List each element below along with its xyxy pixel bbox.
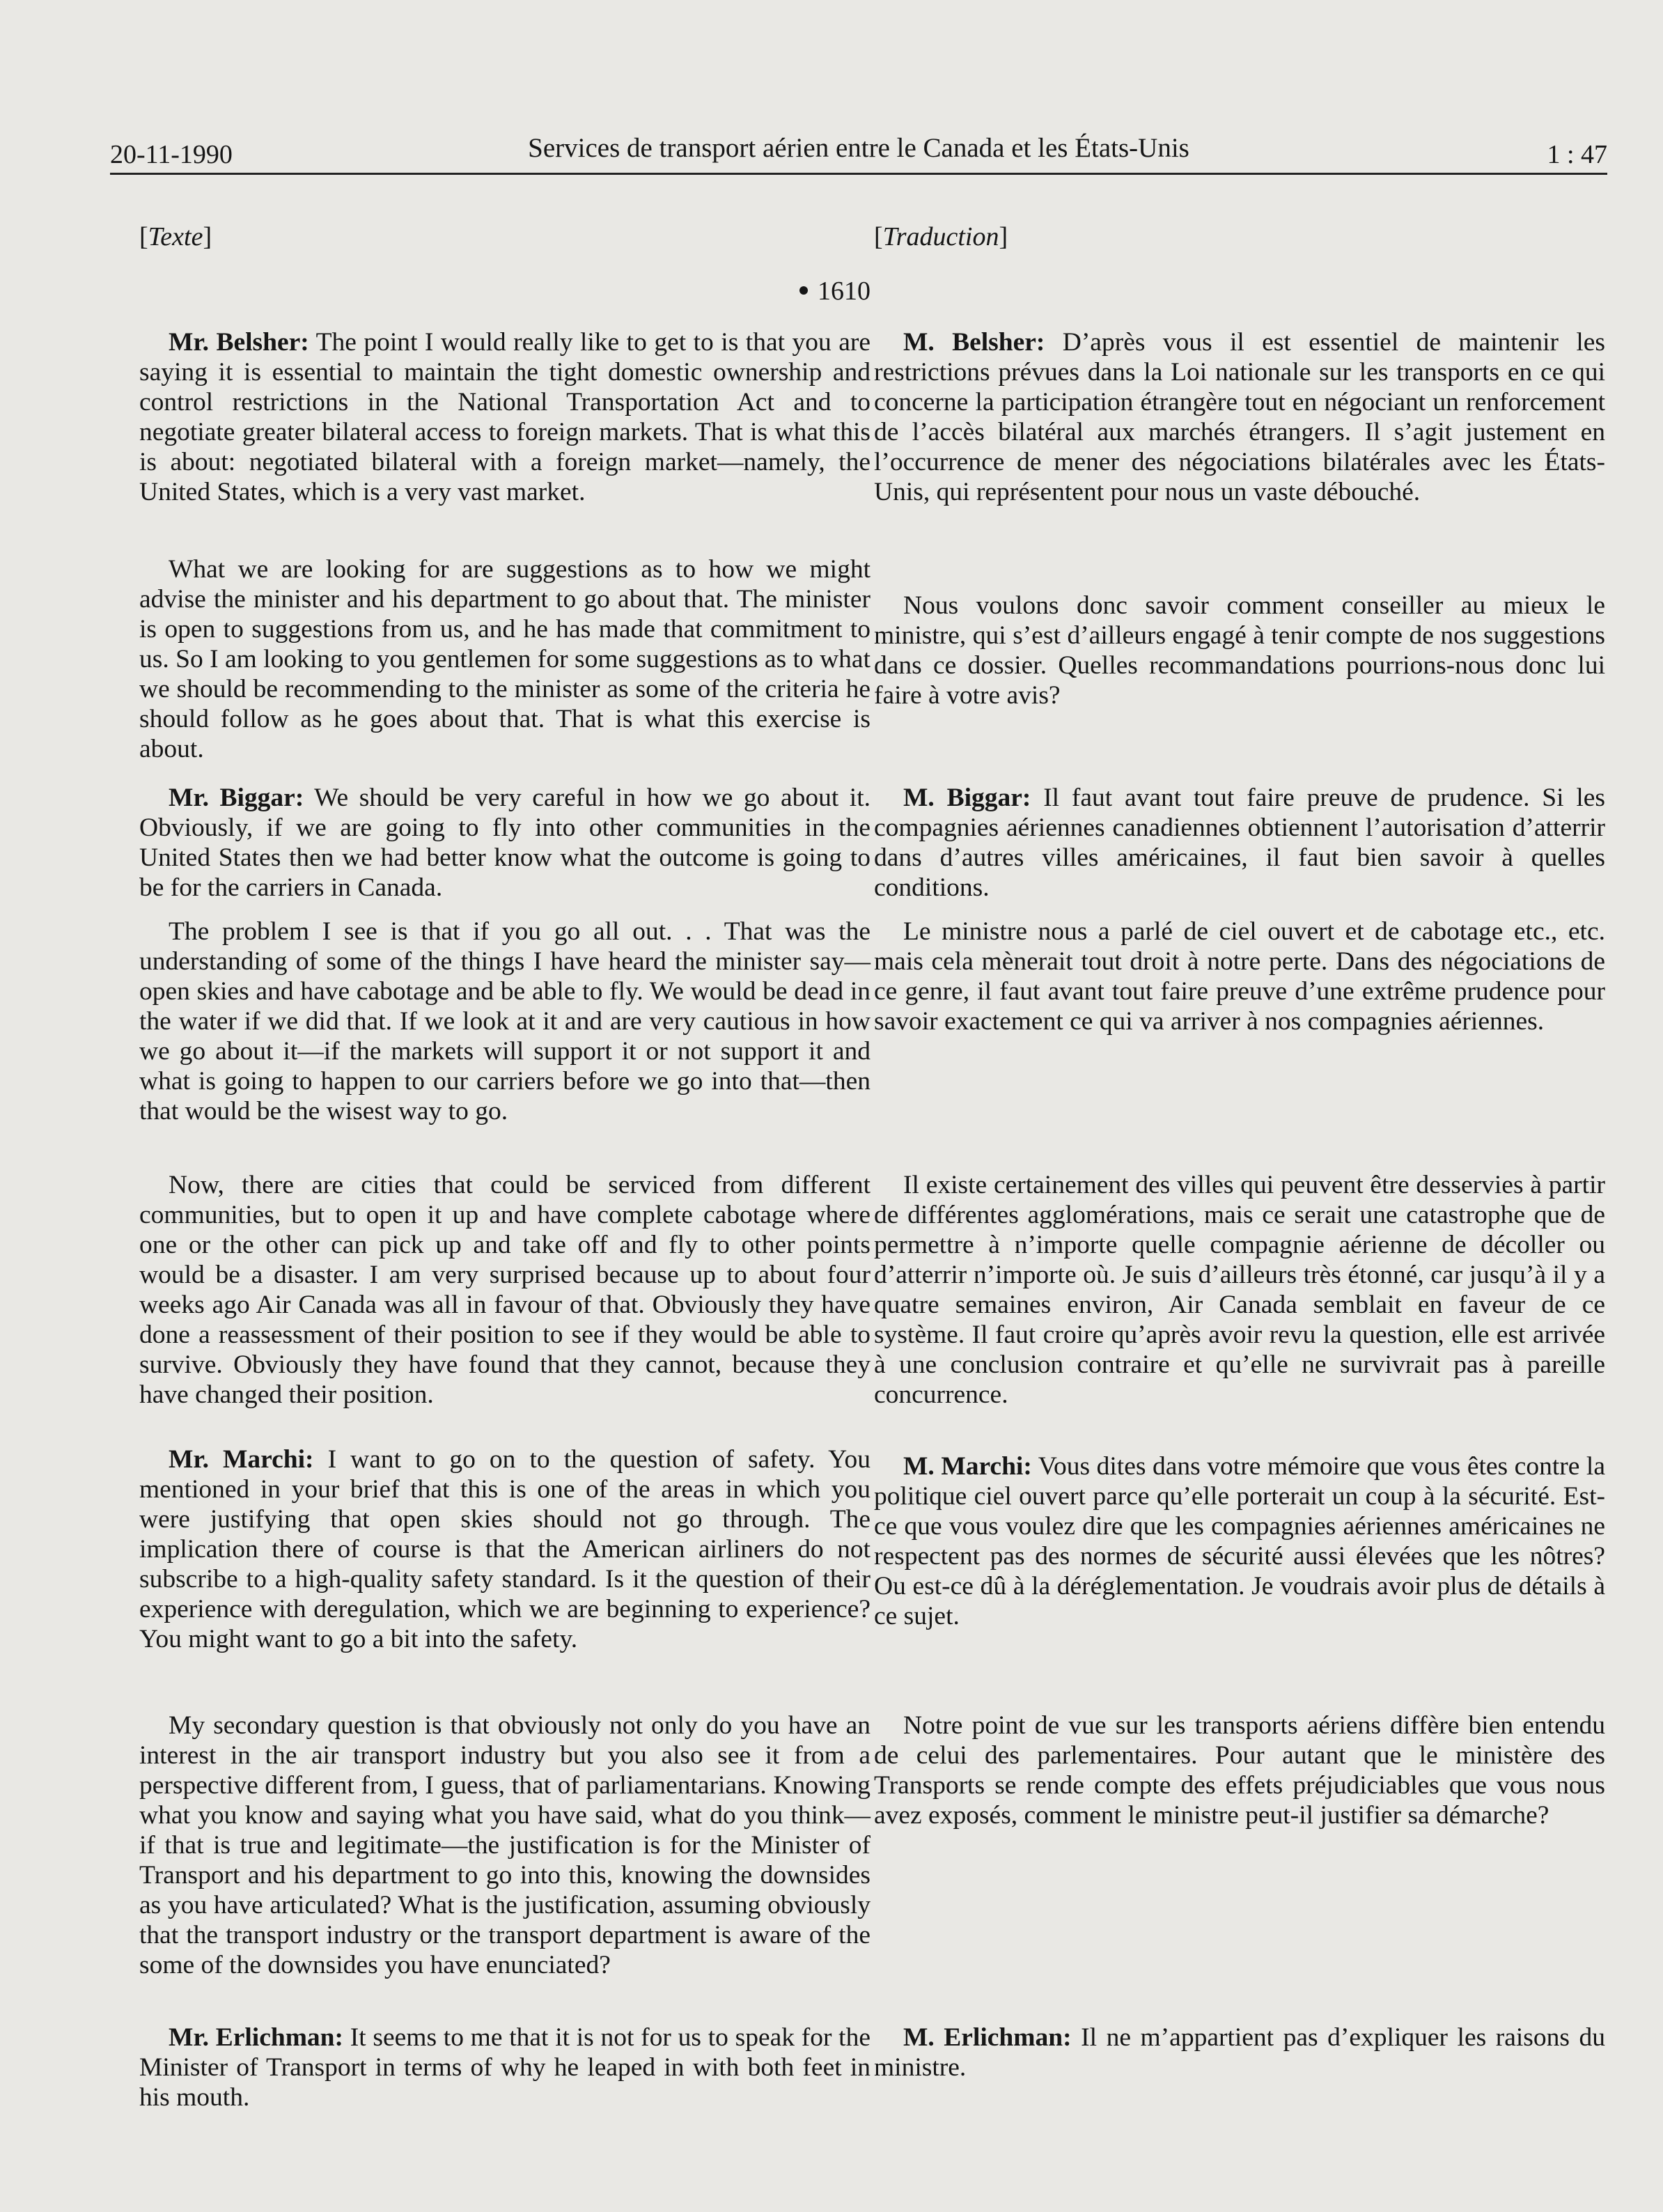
header-rule bbox=[110, 173, 1607, 175]
paragraph-text: It seems to me that it is not for us to speak for the Minister of Transport in terms of why he leaped in with both feet in his mouth. bbox=[139, 2023, 870, 2112]
paragraph bbox=[874, 1170, 1605, 1410]
paragraph-text: I want to go on to the question of safety. You mentioned in your brief that this is one of the areas in which you were justifying that open skies should not go through. The implication there of course is that the American airliners do not subscribe to a high-quality safety standard. Is it the question of their experience with deregulation, which we are beginning to experience? You might want to go a bit into the safety. bbox=[139, 1445, 870, 1653]
speaker-name: M. Biggar: bbox=[903, 784, 1031, 812]
right-column bbox=[874, 221, 1605, 2082]
paragraph bbox=[139, 554, 870, 764]
paragraph-text: Now, there are cities that could be serviced from different communities, but to open it up and have complete cabotage where one or the other can pick up and take off and fly to other points would be a disaster. I am very surprised because up to about four weeks ago Air Canada was all in favour of that. Obviously they have done a reassessment of their position to see if they would be able to survive. Obviously they have found that they cannot, because they have changed their position. bbox=[139, 1171, 870, 1409]
left-column bbox=[139, 221, 870, 2112]
paragraph bbox=[874, 1451, 1605, 1631]
paragraph-text: Il existe certainement des villes qui peuvent être desservies à partir de différentes agglomérations, mais ce serait une catastrophe que de permettre à n’importe quelle compagnie aérienne de décoller ou d’atterrir n’importe où. Je suis d’ailleurs très étonné, car jusqu’à il y a quatre semaines environ, Air Canada semblait en faveur de ce système. Il faut croire qu’après avoir revu la question, elle est arrivée à une conclusion contraire et qu’elle ne survivrait pas à pareille concurrence. bbox=[874, 1171, 1605, 1409]
speaker-name: M. Marchi: bbox=[903, 1452, 1032, 1481]
time-marker bbox=[139, 276, 870, 311]
paragraph bbox=[874, 327, 1605, 507]
speaker-name: M. Erlichman: bbox=[903, 2023, 1072, 2052]
paragraph-text: The point I would really like to get to is that you are saying it is essential to maintain the tight domestic ownership and control restrictions in the National Transportation Act and to negotiate greater bilateral access to foreign markets. That is what this is about: negotiated bilateral with a foreign market—namely, the United States, which is a very vast market. bbox=[139, 328, 870, 506]
time-marker-value: 1610 bbox=[818, 276, 870, 306]
paragraph bbox=[139, 2023, 870, 2112]
paragraph bbox=[139, 1444, 870, 1654]
paragraph bbox=[874, 783, 1605, 903]
page-header bbox=[110, 133, 1607, 177]
paragraph-text: Il faut avant tout faire preuve de prudence. Si les compagnies aériennes canadiennes obtiennent l’autorisation d’atterrir dans d’autres villes américaines, il faut bien savoir à quelles conditions. bbox=[874, 784, 1605, 902]
speaker-name: Mr. Erlichman: bbox=[169, 2023, 344, 2052]
paragraph-text: Notre point de vue sur les transports aériens diffère bien entendu de celui des parlementaires. Pour autant que le ministère des Transports se rende compte des effets préjudiciables que vous nous avez exposés, comment le ministre peut-il justifier sa démarche? bbox=[874, 1711, 1605, 1830]
paragraph bbox=[139, 327, 870, 507]
paragraph-text: Vous dites dans votre mémoire que vous êtes contre la politique ciel ouvert parce qu’elle porterait un coup à la sécurité. Est-ce que vous voulez dire que les compagnies aériennes américaines ne respectent pas des normes de sécurité aussi élevées que les nôtres? Ou est-ce dû à la déréglementation. Je voudrais avoir plus de détails à ce sujet. bbox=[874, 1452, 1605, 1630]
paragraph bbox=[139, 1170, 870, 1410]
paragraph bbox=[139, 783, 870, 903]
column-label-texte: [Texte] bbox=[139, 222, 212, 251]
column-label-traduction: [Traduction] bbox=[874, 222, 1008, 251]
paragraph bbox=[139, 917, 870, 1126]
paragraph-text: The problem I see is that if you go all out. . . That was the understanding of some of the things I have heard the minister say—open skies and have cabotage and be able to fly. We would be dead in the water if we did that. If we look at it and are very cautious in how we go about it—if the markets will support it or not support it and what is going to happen to our carriers before we go into that—then that would be the wisest way to go. bbox=[139, 917, 870, 1126]
speaker-name: Mr. Marchi: bbox=[169, 1445, 314, 1474]
header-title: Services de transport aérien entre le Canada et les États-Unis bbox=[528, 133, 1189, 163]
paragraph-text: Le ministre nous a parlé de ciel ouvert et de cabotage etc., etc. mais cela mènerait tout droit à notre perte. Dans des négociations de ce genre, il faut avant tout faire preuve d’une extrême prudence pour savoir exactement ce qui va arriver à nos compagnies aériennes. bbox=[874, 917, 1605, 1036]
paragraph-text: Il ne m’appartient pas d’expliquer les raisons du ministre. bbox=[874, 2023, 1605, 2082]
paragraph bbox=[874, 2023, 1605, 2082]
paragraph-text: What we are looking for are suggestions as to how we might advise the minister and his department to go about that. The minister is open to suggestions from us, and he has made that commitment to us. So I am looking to you gentlemen for some suggestions as to what we should be recommending to the minister as some of the criteria he should follow as he goes about that. That is what this exercise is about. bbox=[139, 555, 870, 763]
paragraph bbox=[139, 1711, 870, 1980]
paragraph-text: We should be very careful in how we go about it. Obviously, if we are going to fly into other communities in the United States then we had better know what the outcome is going to be for the carriers in Canada. bbox=[139, 784, 870, 902]
speaker-name: Mr. Biggar: bbox=[169, 784, 304, 812]
paragraph-text: Nous voulons donc savoir comment conseiller au mieux le ministre, qui s’est d’ailleurs engagé à tenir compte de nos suggestions dans ce dossier. Quelles recommandations pourrions-nous donc lui faire à votre avis? bbox=[874, 591, 1605, 710]
paragraph bbox=[874, 591, 1605, 710]
column-label-text: Texte bbox=[148, 222, 203, 251]
paragraph-text: My secondary question is that obviously not only do you have an interest in the air transport industry but you also see it from a perspective different from, I guess, that of parliamentarians. Knowing what you know and saying what you have said, what do you think—if that is true and legitimate—the justification is for the Minister of Transport and his department to go into this, knowing the downsides as you have articulated? What is the justification, assuming obviously that the transport industry or the transport department is aware of the some of the downsides you have enunciated? bbox=[139, 1711, 870, 1979]
paragraph-text: D’après vous il est essentiel de maintenir les restrictions prévues dans la Loi nationale sur les transports en ce qui concerne la participation étrangère tout en négociant un renforcement de l’accès bilatéral aux marchés étrangers. Il s’agit justement en l’occurrence de mener des négociations bilatérales avec les États-Unis, qui représentent pour nous un vaste débouché. bbox=[874, 328, 1605, 506]
paragraph bbox=[874, 917, 1605, 1036]
header-page-number: 1 : 47 bbox=[1547, 140, 1607, 169]
column-label-text: Traduction bbox=[882, 222, 999, 251]
speaker-name: M. Belsher: bbox=[903, 328, 1045, 357]
bullet-icon bbox=[799, 286, 808, 295]
speaker-name: Mr. Belsher: bbox=[169, 328, 309, 357]
paragraph bbox=[874, 1711, 1605, 1830]
header-date: 20-11-1990 bbox=[110, 140, 233, 169]
